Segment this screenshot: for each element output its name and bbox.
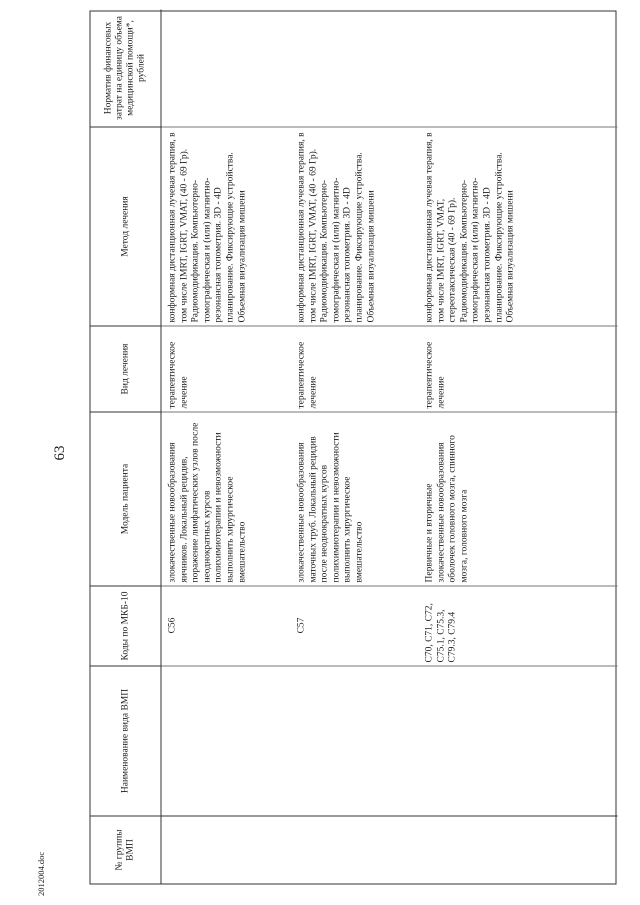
page-number: 63: [52, 445, 68, 461]
row-2-treatment-type: терапевтическое лечение: [296, 341, 318, 408]
row-3-treatment-type: терапевтическое лечение: [424, 341, 446, 408]
vmp-table: [89, 10, 616, 884]
table-header: [90, 9, 161, 883]
row-1-treatment-type: терапевтическое лечение: [167, 341, 189, 408]
document-footer: 2012004.doc: [36, 851, 46, 896]
header-vmp-name: Наименование вида ВМП: [90, 665, 160, 815]
row-2-treatment-method: конформная дистанционная лучевая терапия, в том числе IMRT, IGRT, VMAT, (40 - 69 Гр). Радиомодификация. Компьютерно-томографическая и (или) магнитно-резонансная топометрия. 3D - 4D планирование. Фиксирующие устройства. Объемная визуализация мишени: [296, 131, 376, 322]
column-divider: [161, 815, 617, 816]
row-1-patient-model: злокачественные новообразования яичников. Локальный рецидив, поражение лимфатических узлов после неоднократных курсов полихимиотерапии и невозможности выполнить хирургическое вмешательство: [167, 422, 247, 582]
row-3-icd: C70, C71, C72, C75.1, C75.3, C79.3, C79.4: [424, 602, 458, 662]
row-3-patient-model: Первичные и вторичные злокачественные новообразования оболочек головного мозга, спинного мозга, головного мозга: [424, 434, 469, 582]
column-divider: [161, 665, 617, 666]
header-patient-model: Модель пациента: [90, 411, 160, 585]
header-icd-codes: Коды по МКБ-10: [90, 585, 160, 665]
header-treatment-method: Метод лечения: [90, 126, 160, 325]
header-cost-standard: Норматив финансовых затрат на единицу объема медицинской помощи*, рублей: [103, 15, 146, 120]
header-treatment-type: Вид лечения: [90, 325, 160, 411]
row-2-icd: C57: [296, 617, 306, 633]
rotated-table-wrapper: [89, 10, 616, 884]
row-1-icd: C56: [167, 617, 177, 633]
header-group-no: № группы ВМП: [90, 815, 160, 883]
row-3-treatment-method: конформная дистанционная лучевая терапия, в том числе IMRT, IGRT, VMAT, стереотаксическая (40 - 69 Гр). Радиомодификация. Компьютерно-томографическая и (или) магнитно-резонансная топометрия. 3D - 4D планирование. Фиксирующие устройства. Объемная визуализация мишени: [424, 131, 516, 322]
row-2-patient-model: злокачественные новообразования маточных труб. Локальный рецидив после неоднократных курсов полихимиотерапии и невозможности выполнить хирургическое вмешательство: [296, 431, 364, 582]
row-1-treatment-method: конформная дистанционная лучевая терапия, в том числе IMRT, IGRT, VMAT, (40 - 69 Гр). Радиомодификация. Компьютерно-томографическая и (или) магнитно-резонансная топометрия. 3D - 4D планирование. Фиксирующие устройства. Объемная визуализация мишени: [167, 131, 247, 322]
